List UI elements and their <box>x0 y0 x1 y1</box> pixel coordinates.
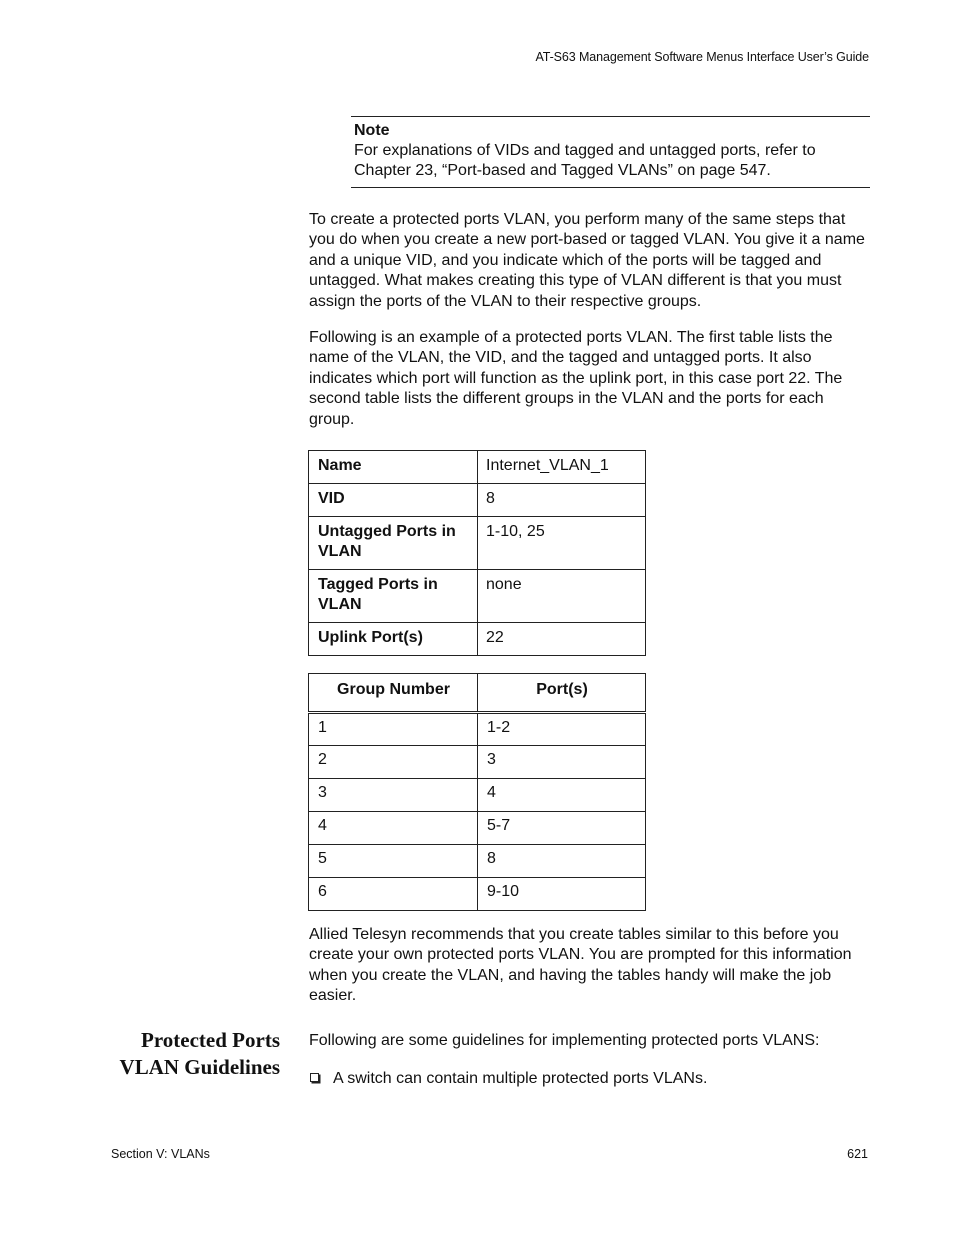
table-cell-ports: 8 <box>478 845 646 878</box>
table-cell-value: none <box>478 570 646 623</box>
table-cell-key: Name <box>309 451 478 484</box>
table-row <box>309 845 646 878</box>
table-row <box>309 570 646 623</box>
intro-paragraph: To create a protected ports VLAN, you perform many of the same steps that you do when you create a new port-based or tagged VLAN. You give it a name and a unique VID, and you indicate which of the ports will be tagged and untagged. What makes creating this type of VLAN different is that you must assign the ports of the VLAN to their respective groups. <box>309 211 865 310</box>
table-cell-group: 2 <box>309 746 478 779</box>
section-heading-line: VLAN Guidelines <box>119 1055 280 1079</box>
table-row <box>309 713 646 746</box>
table-row <box>309 779 646 812</box>
table-cell-ports: 5-7 <box>478 812 646 845</box>
table-row <box>309 812 646 845</box>
table-cell-group: 6 <box>309 878 478 911</box>
table-cell-ports: 4 <box>478 779 646 812</box>
table-cell-value: Internet_VLAN_1 <box>478 451 646 484</box>
table-cell-key: Uplink Port(s) <box>309 623 478 656</box>
column-header-group-number: Group Number <box>309 674 478 713</box>
table-cell-value: 8 <box>478 484 646 517</box>
table-cell-ports: 3 <box>478 746 646 779</box>
table-cell-key: VID <box>309 484 478 517</box>
note-text: For explanations of VIDs and tagged and untagged ports, refer to Chapter 23, “Port-based and Tagged VLANs” on page 547. <box>354 142 816 179</box>
footer-section: Section V: VLANs <box>111 1147 210 1161</box>
table-row <box>309 484 646 517</box>
table-cell-key: Untagged Ports in VLAN <box>309 517 478 570</box>
table-row <box>309 517 646 570</box>
section-heading-line: Protected Ports <box>141 1028 280 1052</box>
table-row <box>309 451 646 484</box>
table-row <box>309 623 646 656</box>
table-row <box>309 746 646 779</box>
table-cell-value: 1-10, 25 <box>478 517 646 570</box>
table-cell-ports: 9-10 <box>478 878 646 911</box>
table-row <box>309 878 646 911</box>
table-cell-key: Tagged Ports in VLAN <box>309 570 478 623</box>
section-heading <box>120 1027 280 1081</box>
table-header-row <box>309 674 646 713</box>
note-title: Note <box>354 122 390 139</box>
table-cell-group: 5 <box>309 845 478 878</box>
vlan-table <box>308 450 646 656</box>
recommendation-paragraph: Allied Telesyn recommends that you create tables similar to this before you create your own protected ports VLAN. You are prompted for this information when you create the VLAN, and having the tables handy will make the job easier. <box>309 926 852 1005</box>
example-paragraph: Following is an example of a protected ports VLAN. The first table lists the name of the VLAN, the VID, and the tagged and untagged ports. It also indicates which port will function as the uplink port, in this case port 22. The second table lists the different groups in the VLAN and the ports for each group. <box>309 329 843 428</box>
table-cell-ports: 1-2 <box>478 713 646 746</box>
checkbox-bullet-icon <box>310 1073 319 1082</box>
bullet-item <box>309 1069 707 1089</box>
table-cell-value: 22 <box>478 623 646 656</box>
group-table <box>308 673 646 911</box>
note-box <box>351 116 870 188</box>
guidelines-intro: Following are some guidelines for implementing protected ports VLANS: <box>309 1032 820 1049</box>
page-number: 621 <box>847 1147 868 1161</box>
table-cell-group: 4 <box>309 812 478 845</box>
table-cell-group: 3 <box>309 779 478 812</box>
bullet-text: A switch can contain multiple protected ports VLANs. <box>333 1070 708 1087</box>
running-header: AT-S63 Management Software Menus Interface User’s Guide <box>535 50 869 64</box>
column-header-ports: Port(s) <box>478 674 646 713</box>
table-cell-group: 1 <box>309 713 478 746</box>
